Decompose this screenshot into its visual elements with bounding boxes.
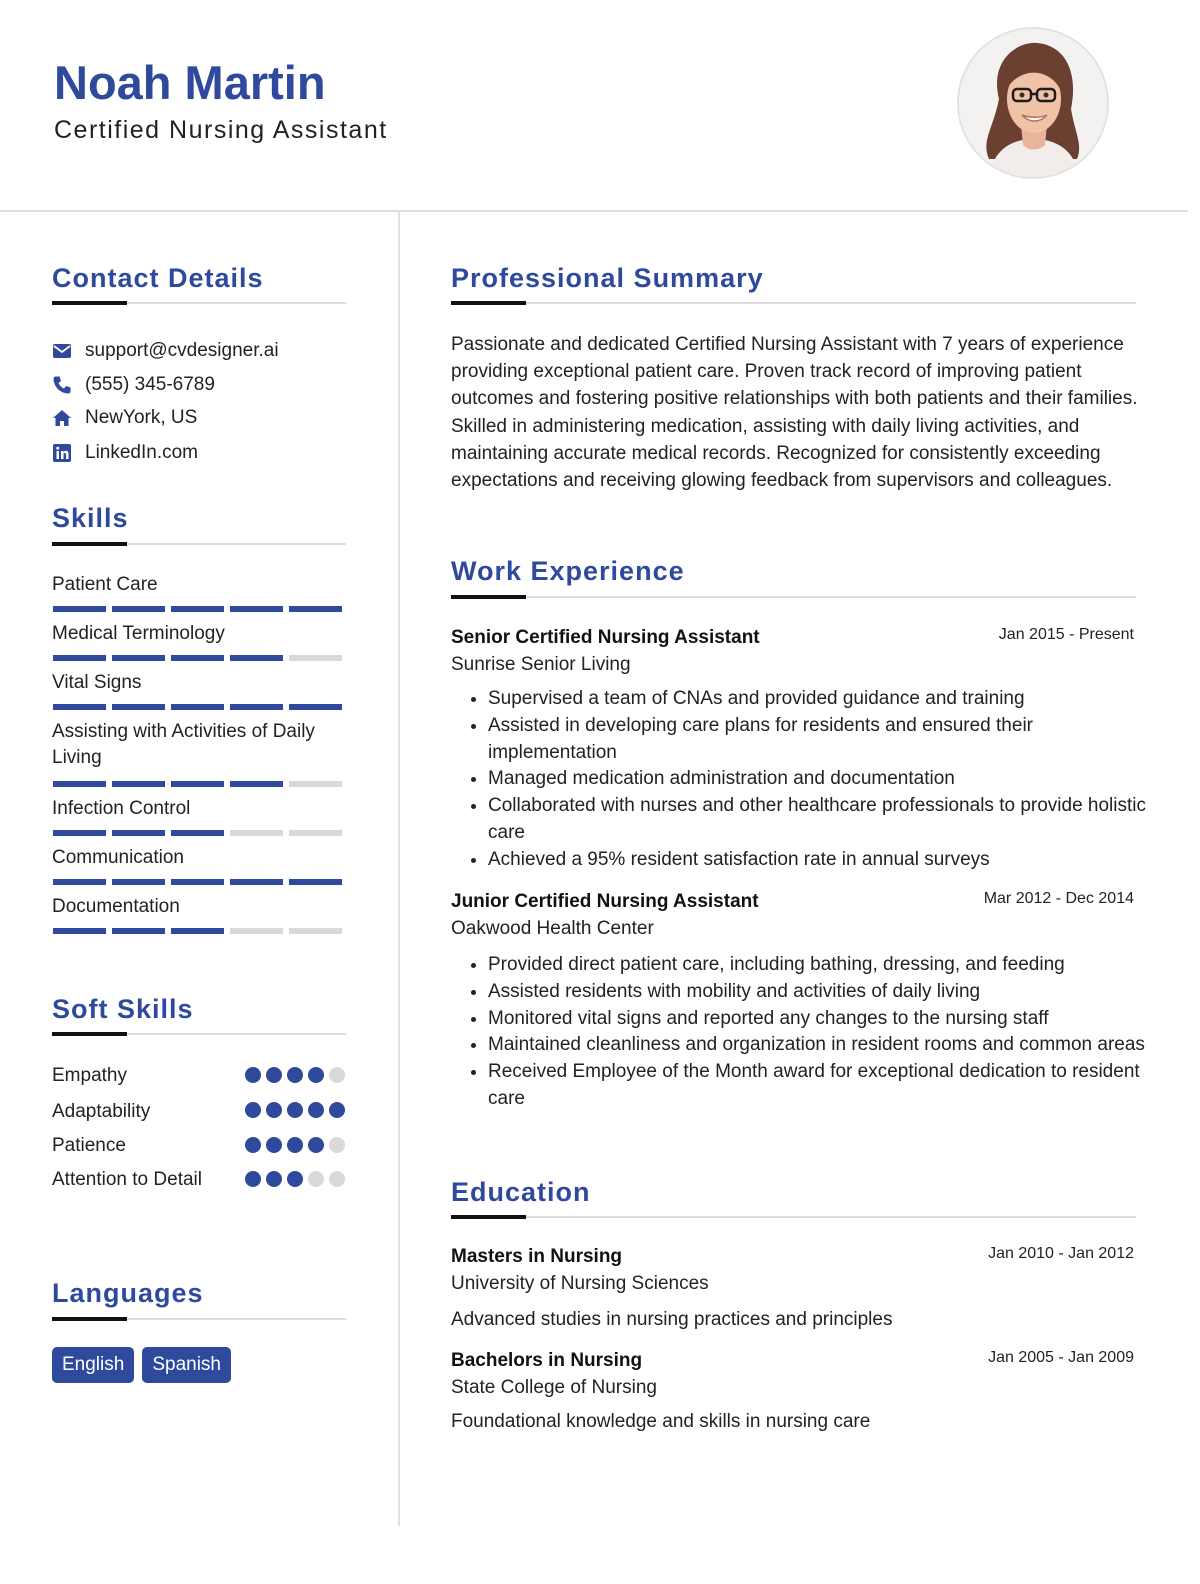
soft-skill-label: Adaptability [52, 1101, 151, 1122]
job-date: Jan 2015 - Present [998, 626, 1134, 643]
phone-icon [52, 375, 72, 395]
skill-label: Communication [52, 847, 184, 868]
education-school: University of Nursing Sciences [451, 1273, 709, 1294]
column-divider [398, 212, 400, 1526]
skill-label: Patient Care [52, 574, 158, 595]
education-description: Foundational knowledge and skills in nursing care [451, 1411, 871, 1432]
job-bullets [470, 686, 1160, 874]
education-degree: Bachelors in Nursing [451, 1350, 643, 1371]
skill-level-segment [171, 655, 224, 661]
skill-level-segment [289, 606, 342, 612]
rating-dot [308, 1067, 324, 1083]
list-item: • Assisted in developing care plans for residents and ensured their implementation [488, 713, 1160, 767]
list-item: • Achieved a 95% resident satisfaction rate in annual surveys [488, 847, 1160, 874]
rating-dot [287, 1137, 303, 1153]
soft-skill-rating [245, 1171, 345, 1187]
portrait-image [959, 29, 1107, 177]
contact-linkedin[interactable] [52, 440, 198, 466]
rating-dot [266, 1137, 282, 1153]
skill-label: Documentation [52, 896, 180, 917]
rating-dot [329, 1102, 345, 1118]
rating-dot [266, 1102, 282, 1118]
skill-level-segment [112, 830, 165, 836]
list-item: • Provided direct patient care, including bathing, dressing, and feeding [488, 952, 1160, 979]
contact-heading-rule [52, 302, 346, 304]
rating-dot [329, 1137, 345, 1153]
job-date: Mar 2012 - Dec 2014 [983, 890, 1134, 907]
contact-email[interactable] [52, 338, 279, 364]
skill-level-segment [230, 655, 283, 661]
rating-dot [287, 1102, 303, 1118]
rating-dot [287, 1067, 303, 1083]
contact-location [52, 405, 197, 431]
skill-level-segment [112, 704, 165, 710]
skill-label: Assisting with Activities of Daily Living [52, 721, 315, 768]
summary-text: Passionate and dedicated Certified Nursing Assistant with 7 years of experience providing exceptional patient care. Proven track record of improving patient outcomes and fostering positive relationships with both patients and their families. Skilled in administering medication, assisting with daily living activities, and maintaining accurate medical records. Recognized for consistently exceeding expectations and receiving glowing feedback from supervisors and colleagues. [451, 334, 1138, 492]
skill-bar [53, 928, 342, 934]
skill-level-segment [289, 781, 342, 787]
contact-phone[interactable] [52, 372, 215, 398]
language-pill-spanish: Spanish [142, 1347, 231, 1383]
contact-email-text: support@cvdesigner.ai [85, 340, 279, 361]
languages-heading: Languages [52, 1278, 204, 1308]
rating-dot [245, 1102, 261, 1118]
job-company: Sunrise Senior Living [451, 654, 631, 675]
candidate-name: Noah Martin [54, 56, 326, 109]
soft-skill-label: Patience [52, 1135, 126, 1156]
soft-skill-rating [245, 1067, 345, 1083]
skills-heading-rule [52, 543, 346, 545]
skill-level-segment [112, 655, 165, 661]
list-item: • Assisted residents with mobility and activities of daily living [488, 979, 1160, 1006]
list-item: • Monitored vital signs and reported any changes to the nursing staff [488, 1006, 1160, 1033]
rating-dot [308, 1137, 324, 1153]
linkedin-icon [52, 443, 72, 463]
job-title: Junior Certified Nursing Assistant [451, 891, 759, 912]
language-pill-english: English [52, 1347, 134, 1383]
education-heading: Education [451, 1177, 591, 1207]
education-date: Jan 2010 - Jan 2012 [988, 1245, 1134, 1262]
skill-bar [53, 606, 342, 612]
summary-heading: Professional Summary [451, 263, 764, 293]
skill-level-segment [289, 704, 342, 710]
skill-level-segment [171, 830, 224, 836]
skill-level-segment [289, 655, 342, 661]
skill-level-segment [230, 606, 283, 612]
skill-level-segment [112, 879, 165, 885]
list-item: • Managed medication administration and documentation [488, 766, 1160, 793]
rating-dot [245, 1171, 261, 1187]
home-icon [52, 408, 72, 428]
skill-level-segment [171, 704, 224, 710]
skill-level-segment [53, 606, 106, 612]
rating-dot [245, 1067, 261, 1083]
rating-dot [266, 1067, 282, 1083]
skill-level-segment [230, 781, 283, 787]
soft-skill-rating [245, 1102, 345, 1118]
soft-skill-label: Empathy [52, 1065, 127, 1086]
job-bullets [470, 952, 1160, 1113]
skill-level-segment [289, 879, 342, 885]
skill-level-segment [53, 879, 106, 885]
job-company: Oakwood Health Center [451, 918, 654, 939]
experience-heading: Work Experience [451, 556, 685, 586]
rating-dot [329, 1067, 345, 1083]
rating-dot [245, 1137, 261, 1153]
skill-level-segment [171, 781, 224, 787]
envelope-icon [52, 341, 72, 361]
skill-bar [53, 704, 342, 710]
summary-heading-rule [451, 302, 1136, 304]
job-title-headline: Certified Nursing Assistant [54, 116, 388, 144]
skill-level-segment [112, 781, 165, 787]
rating-dot [266, 1171, 282, 1187]
skill-level-segment [171, 879, 224, 885]
rating-dot [287, 1171, 303, 1187]
skill-level-segment [171, 928, 224, 934]
header-divider [0, 210, 1188, 212]
skill-level-segment [289, 830, 342, 836]
language-list [52, 1347, 231, 1383]
skill-label: Vital Signs [52, 672, 142, 693]
rating-dot [308, 1102, 324, 1118]
skill-level-segment [112, 928, 165, 934]
contact-linkedin-text: LinkedIn.com [85, 442, 199, 463]
skill-level-segment [171, 606, 224, 612]
skill-level-segment [230, 879, 283, 885]
soft-skills-heading-rule [52, 1033, 346, 1035]
skill-bar [53, 879, 342, 885]
list-item: • Supervised a team of CNAs and provided guidance and training [488, 686, 1160, 713]
skill-level-segment [230, 928, 283, 934]
skill-bar [53, 655, 342, 661]
education-heading-rule [451, 1216, 1136, 1218]
skill-level-segment [289, 928, 342, 934]
skill-level-segment [53, 781, 106, 787]
soft-skill-label: Attention to Detail [52, 1169, 202, 1190]
skill-bar [53, 830, 342, 836]
profile-photo [957, 27, 1109, 179]
education-school: State College of Nursing [451, 1377, 657, 1398]
skill-level-segment [53, 704, 106, 710]
contact-location-text: NewYork, US [85, 407, 198, 428]
soft-skill-rating [245, 1137, 345, 1153]
skill-bar [53, 781, 342, 787]
job-title: Senior Certified Nursing Assistant [451, 627, 760, 648]
skill-label: Infection Control [52, 798, 191, 819]
skill-level-segment [230, 830, 283, 836]
skill-label: Medical Terminology [52, 623, 225, 644]
contact-phone-text: (555) 345-6789 [85, 374, 215, 395]
languages-heading-rule [52, 1318, 346, 1320]
rating-dot [308, 1171, 324, 1187]
education-degree: Masters in Nursing [451, 1246, 623, 1267]
skill-level-segment [112, 606, 165, 612]
skills-heading: Skills [52, 503, 129, 533]
education-date: Jan 2005 - Jan 2009 [988, 1349, 1134, 1366]
skill-level-segment [53, 830, 106, 836]
skill-level-segment [230, 704, 283, 710]
list-item: • Maintained cleanliness and organization in resident rooms and common areas [488, 1032, 1160, 1059]
list-item: • Collaborated with nurses and other healthcare professionals to provide holistic care [488, 793, 1160, 847]
rating-dot [329, 1171, 345, 1187]
contact-heading: Contact Details [52, 263, 264, 293]
skill-level-segment [53, 928, 106, 934]
education-description: Advanced studies in nursing practices and principles [451, 1309, 893, 1330]
experience-heading-rule [451, 596, 1136, 598]
skill-level-segment [53, 655, 106, 661]
soft-skills-heading: Soft Skills [52, 994, 194, 1024]
list-item: • Received Employee of the Month award for exceptional dedication to resident care [488, 1059, 1160, 1113]
